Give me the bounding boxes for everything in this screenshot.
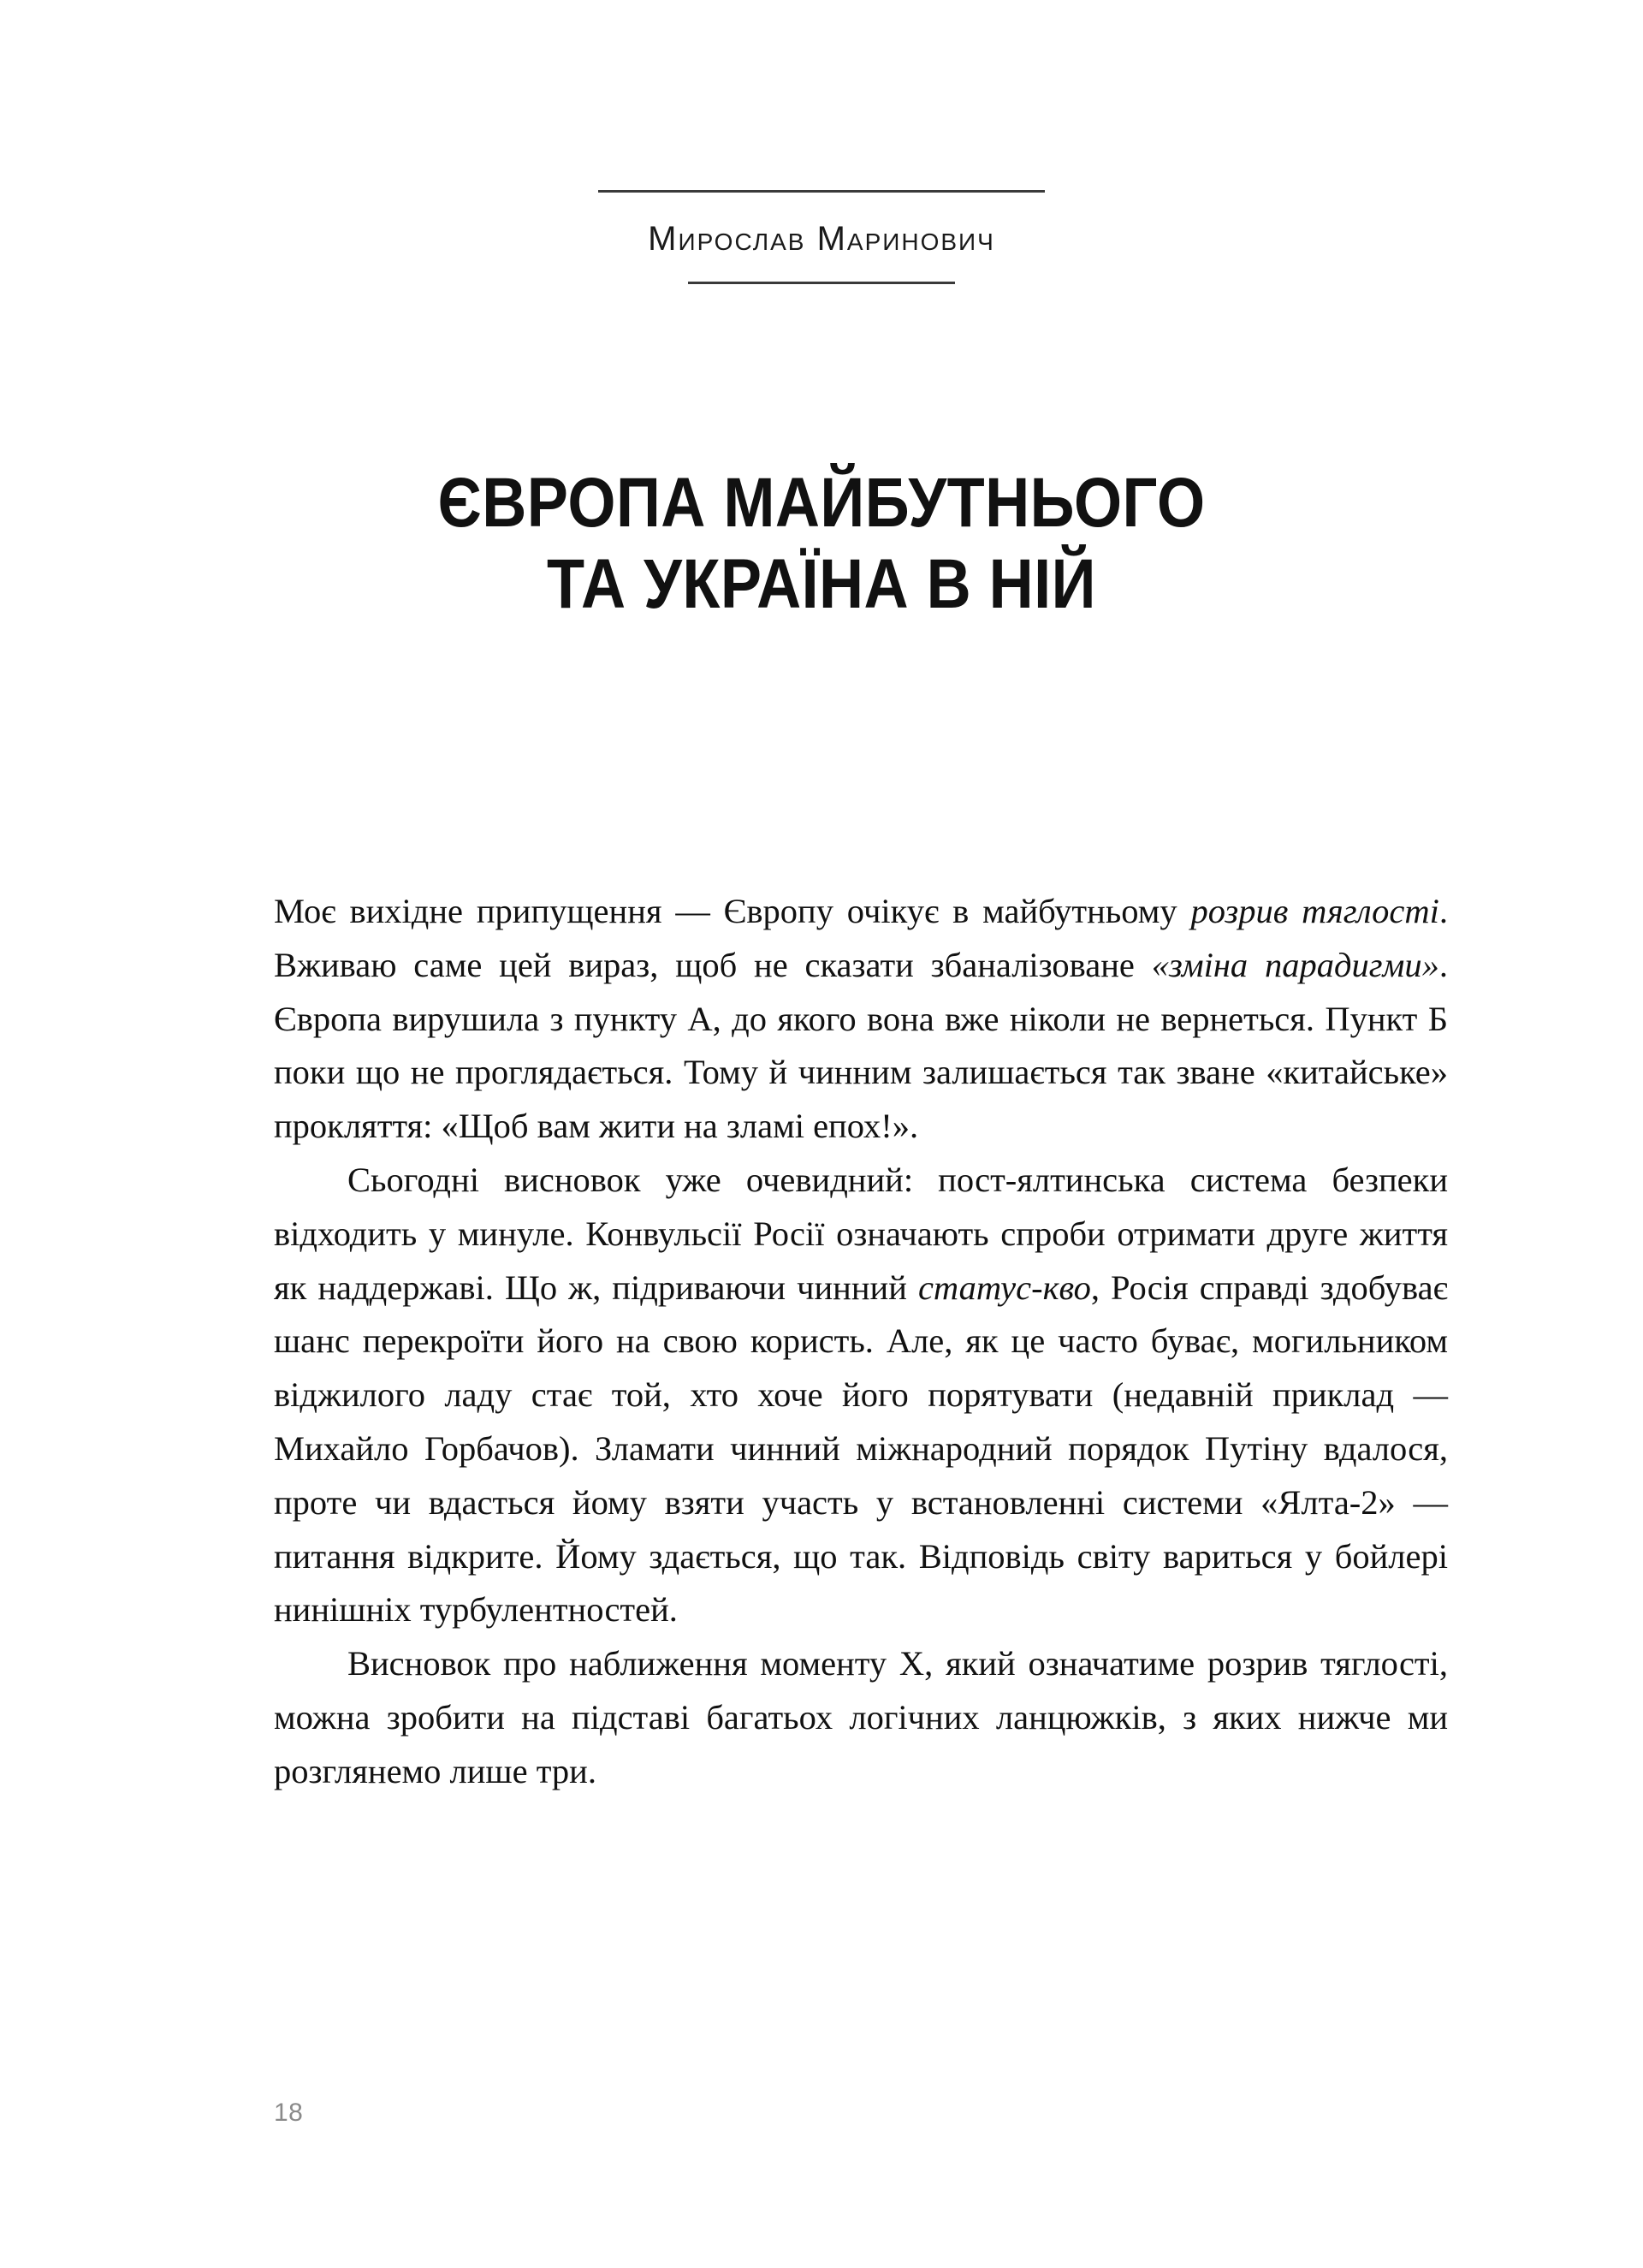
body-text-run: Моє вихідне припущення — Європу очікує в майбутньому (274, 892, 1191, 930)
body-text-run: Сьогодні висновок уже очевидний: пост-ялтинська система безпеки відходить у минуле. Конвульсії Росії означають спроби отримати друге життя як наддержаві. Що ж, підриваючи чинний (274, 1160, 1448, 1307)
body-text-run: . Європа вирушила з пункту А, до якого вона вже ніколи не вернеться. Пункт Б поки що не проглядається. Тому й чинним залишається так зване «китайське» прокляття: «Щоб вам жити на зламі епох!». (274, 945, 1448, 1146)
body-text-run: Висновок про наближення моменту Х, який означатиме розрив тяглості, можна зробити на підставі багатьох логічних ланцюжків, з яких нижче ми розглянемо лише три. (274, 1644, 1448, 1790)
page-title-line-2: ТА УКРАЇНА В НІЙ (547, 544, 1096, 623)
body-paragraph (274, 1154, 1448, 1637)
body-paragraph (274, 885, 1448, 1154)
body-text-run: . Вживаю саме цей вираз, щоб не сказати збаналізоване (274, 892, 1448, 984)
page-number: 18 (274, 2099, 304, 2127)
emphasis-text: статус-кво (917, 1268, 1091, 1307)
body-text-run: , Росія справді здобуває шанс перекроїти його на свою користь. Але, як це часто буває, могильником віджилого ладу стає той, хто хоче його порятувати (недавній приклад — Михайло Горбачов). Зламати чинний міжнародний порядок Путіну вдалося, проте чи вдасться йому взяти участь у встановленні системи «Ялта-2» — питання відкрите. Йому здається, що так. Відповідь світу вариться у бойлері нинішніх турбулентностей. (274, 1268, 1448, 1630)
emphasis-text: розрив тяглості (1190, 892, 1439, 930)
author-rule-bottom (688, 282, 955, 284)
page-title (98, 462, 1545, 625)
body-paragraph (274, 1637, 1448, 1798)
body-text (274, 885, 1448, 1799)
emphasis-text: «зміна парадигми» (1151, 945, 1439, 984)
page-title-line-1: ЄВРОПА МАЙБУТНЬОГО (437, 463, 1206, 542)
author-name: Мирослав Маринович (648, 220, 995, 258)
author-block (0, 190, 1643, 284)
author-rule-top (598, 190, 1045, 193)
